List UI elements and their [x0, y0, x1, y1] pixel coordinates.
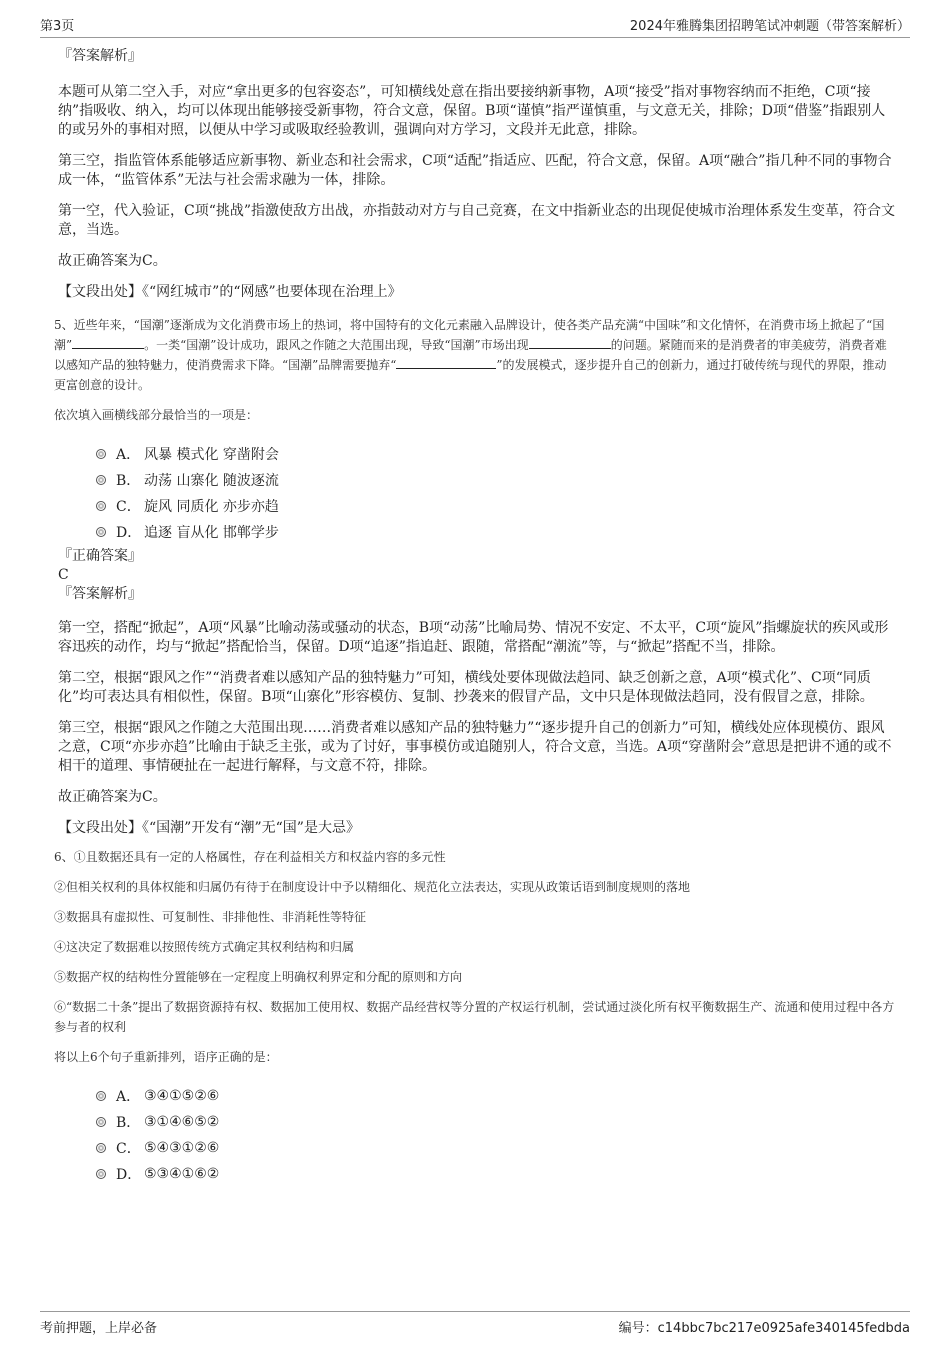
q6-option-a[interactable]: A． ③④①⑤②⑥ — [96, 1083, 898, 1109]
q6-sentence-5: ⑤数据产权的结构性分置能够在一定程度上明确权利界定和分配的原则和方向 — [54, 970, 463, 984]
q5-stem — [54, 315, 898, 395]
q5-conclusion: 故正确答案为C。 — [58, 789, 167, 805]
q5-option-d[interactable]: D． 追逐 盲从化 邯郸学步 — [96, 519, 898, 545]
blank-3 — [396, 356, 496, 369]
radio-icon[interactable] — [96, 449, 106, 459]
page-number: 第3页 — [40, 19, 75, 34]
q5-option-b[interactable]: B． 动荡 山寨化 随波逐流 — [96, 467, 898, 493]
q4-source: 【文段出处】《“网红城市”的“网感”也要体现在治理上》 — [58, 284, 402, 300]
q6-sentence-6: ⑥“数据二十条”提出了数据资源持有权、数据加工使用权、数据产品经营权等分置的产权运行机制，尝试通过淡化所有权平衡数据生产、流通和使用过程中各方参与者的权利 — [54, 1000, 895, 1034]
q6-sentence-2: ②但相关权利的具体权能和归属仍有待于在制度设计中予以精细化、规范化立法表达，实现从政策话语到制度规则的落地 — [54, 880, 691, 894]
page-footer — [40, 1311, 910, 1337]
blank-1 — [72, 336, 144, 349]
q6-option-c[interactable]: C． ⑤④③①②⑥ — [96, 1135, 898, 1161]
q5-stem-d: ”的发展模式，逐步提升自己的创新力，通过打破传统与现代的界限，推动更富创意的设计。 — [54, 358, 887, 392]
q5-analysis-para3: 第三空，根据“跟风之作随之大范围出现……消费者难以感知产品的独特魅力”“逐步提升自己的创新力”可知，横线处应体现模仿、跟风之意，C项“亦步亦趋”比喻由于缺乏主张，或为了讨好，事事模仿或追随别人，符合文意，当选。A项“穿凿附会”意思是把讲不通的或不相干的道理、事情硬扯在一起进行解释，与文意不符，排除。 — [58, 720, 892, 774]
q6-option-b[interactable]: B． ③①④⑥⑤② — [96, 1109, 898, 1135]
q5-analysis-para2: 第二空，根据“跟风之作”“消费者难以感知产品的独特魅力”可知，横线处要体现做法趋同、缺乏创新之意，A项“模式化”、C项“同质化”均可表达具有相似性，保留。B项“山寨化”形容模仿、复制、抄袭来的假冒产品，文中只是体现做法趋同，没有假冒之意，排除。 — [58, 670, 874, 705]
page-content — [54, 44, 898, 1187]
q5-answer: C — [58, 567, 69, 583]
q5-source: 【文段出处】《“国潮”开发有“潮”无“国”是大忌》 — [58, 820, 360, 836]
q4-analysis-para3: 第一空，代入验证，C项“挑战”指激使敌方出战，亦指鼓动对方与自己竞赛，在文中指新业态的出现促使城市治理体系发生变革，符合文意，当选。 — [58, 203, 896, 238]
q6-prompt: 将以上6个句子重新排列，语序正确的是： — [54, 1050, 278, 1064]
q5-option-a[interactable]: A． 风暴 模式化 穿凿附会 — [96, 441, 898, 467]
radio-icon[interactable] — [96, 475, 106, 485]
q6-sentence-1: 6、①且数据还具有一定的人格属性，存在利益相关方和权益内容的多元性 — [54, 850, 446, 864]
radio-icon[interactable] — [96, 1117, 106, 1127]
q5-answer-label: 『正确答案』 — [58, 548, 142, 564]
q6-option-d[interactable]: D． ⑤③④①⑥② — [96, 1161, 898, 1187]
q4-analysis-para1: 本题可从第二空入手，对应“拿出更多的包容姿态”，可知横线处意在指出要接纳新事物，A项“接受”指对事物容纳而不拒绝，C项“接纳”指吸收、纳入，均可以体现出能够接受新事物，符合文意，保留。B项“谨慎”指严谨慎重，与文意无关，排除；D项“借鉴”指跟别人的或另外的事相对照，以便从中学习或吸取经验教训，强调向对方学习，文段并无此意，排除。 — [58, 84, 886, 138]
radio-icon[interactable] — [96, 1091, 106, 1101]
radio-icon[interactable] — [96, 527, 106, 537]
q5-stem-b: 。一类“国潮”设计成功，跟风之作随之大范围出现，导致“国潮”市场出现 — [144, 338, 529, 352]
page-header — [40, 12, 910, 38]
q5-analysis-label: 『答案解析』 — [58, 586, 142, 602]
footer-slogan: 考前押题，上岸必备 — [40, 1320, 158, 1336]
q5-analysis-para1: 第一空，搭配“掀起”，A项“风暴”比喻动荡或骚动的状态，B项“动荡”比喻局势、情况不安定、不太平，C项“旋风”指螺旋状的疾风或形容迅疾的动作，均与“掀起”搭配恰当，保留。D项“追逐”指追赶、跟随，常搭配“潮流”等，与“掀起”搭配不当，排除。 — [58, 620, 889, 655]
document-id: 编号：c14bbc7bc217e0925afe340145fedbda — [618, 1320, 910, 1336]
q6-sentence-4: ④这决定了数据难以按照传统方式确定其权利结构和归属 — [54, 940, 355, 954]
document-title: 2024年雅腾集团招聘笔试冲刺题（带答案解析） — [629, 19, 910, 34]
radio-icon[interactable] — [96, 1143, 106, 1153]
q4-analysis-label: 『答案解析』 — [58, 48, 142, 64]
q5-option-c[interactable]: C． 旋风 同质化 亦步亦趋 — [96, 493, 898, 519]
q4-conclusion: 故正确答案为C。 — [58, 253, 167, 269]
q4-analysis-para2: 第三空，指监管体系能够适应新事物、新业态和社会需求，C项“适配”指适应、匹配，符合文意，保留。A项“融合”指几种不同的事物合成一体，“监管体系”无法与社会需求融为一体，排除。 — [58, 153, 892, 188]
q5-options — [58, 441, 898, 545]
radio-icon[interactable] — [96, 501, 106, 511]
q5-prompt: 依次填入画横线部分最恰当的一项是： — [54, 408, 259, 422]
q6-sentence-3: ③数据具有虚拟性、可复制性、非排他性、非消耗性等特征 — [54, 910, 367, 924]
blank-2 — [529, 336, 611, 349]
radio-icon[interactable] — [96, 1169, 106, 1179]
q5-stem-c: 的问题。紧随而来的是消费者的审美疲劳，消费者难以感知产品的独特魅力，使消费需求下降。“国潮”品牌需要抛弃“ — [54, 338, 887, 372]
q6-options — [58, 1083, 898, 1187]
q5-stem-a: 5、近些年来，“国潮”逐渐成为文化消费市场上的热词，将中国特有的文化元素融入品牌设计，使各类产品充满“中国味”和文化情怀，在消费市场上掀起了“国潮” — [54, 318, 885, 352]
